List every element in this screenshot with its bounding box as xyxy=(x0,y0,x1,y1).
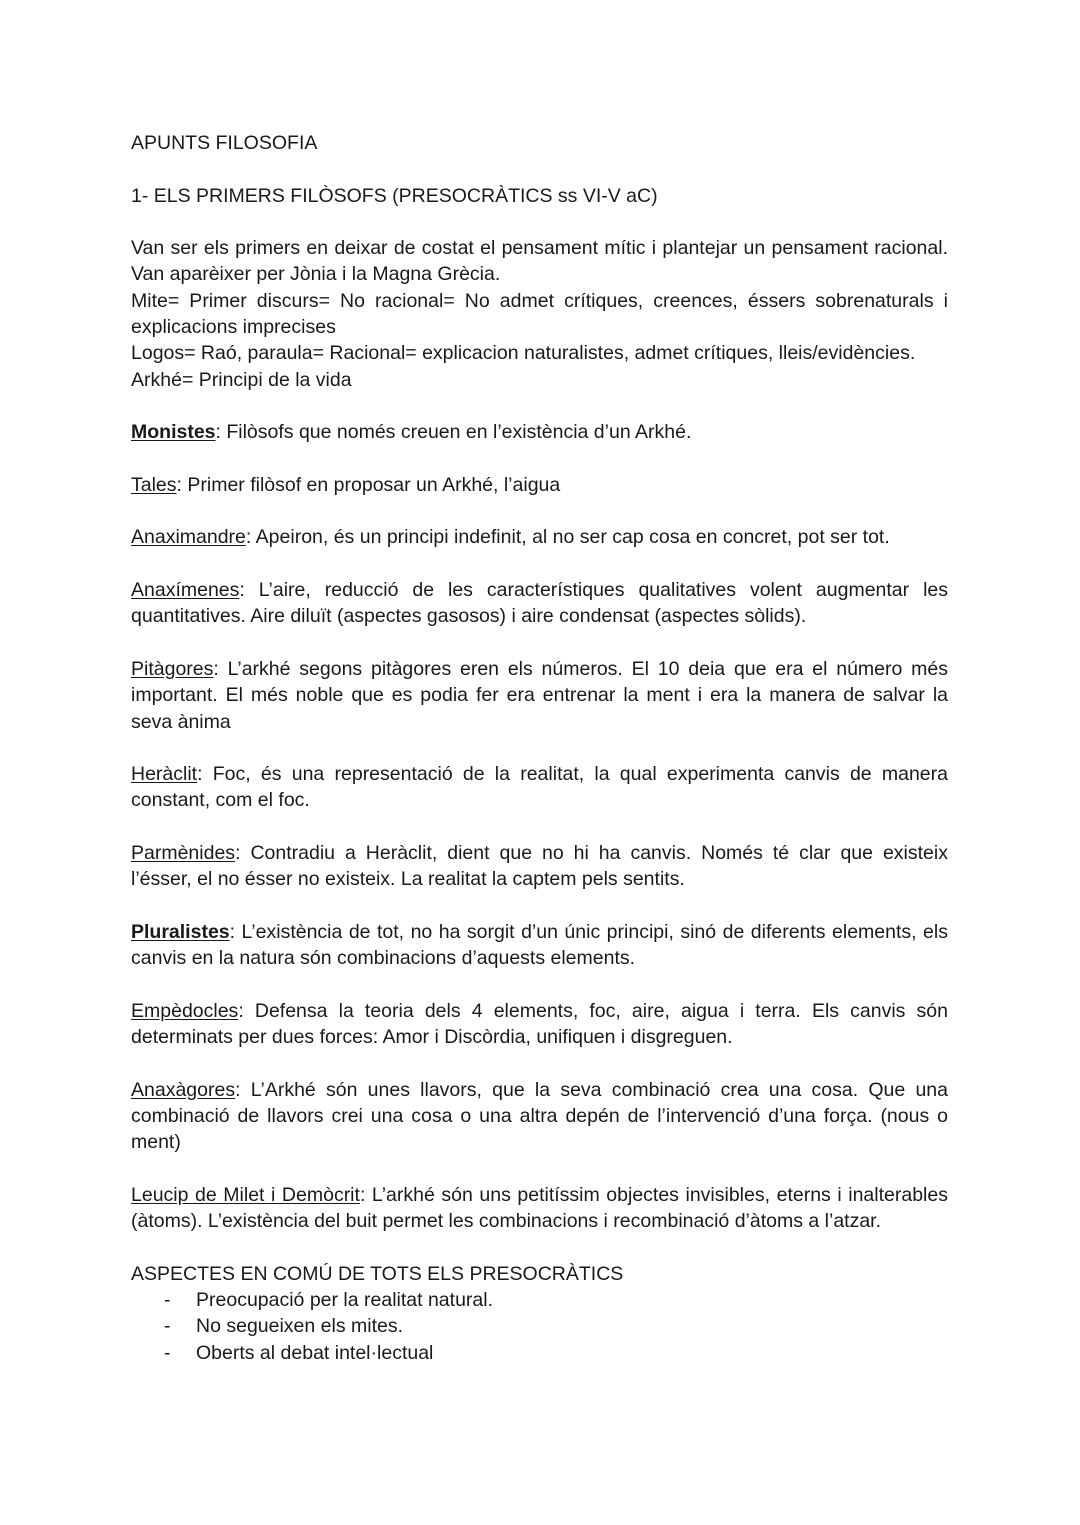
list-item xyxy=(131,1340,948,1366)
entry-term: Parmènides xyxy=(131,842,236,865)
spacer xyxy=(131,972,948,998)
entry-text: : L’Arkhé són unes llavors, que la seva combinació crea una cosa. Que una combinació de llavors crei una cosa o una altra depén de l’intervenció d’una força. (nous o ment) xyxy=(131,1078,948,1154)
spacer xyxy=(131,156,948,182)
list-item-text: Oberts al debat intel·lectual xyxy=(196,1341,434,1364)
entry-pitagores xyxy=(131,656,948,735)
entry-pluralistes xyxy=(131,919,948,972)
section-heading: 1- ELS PRIMERS FILÒSOFS (PRESOCRÀTICS ss VI-V aC) xyxy=(131,184,658,207)
entry-parmenides xyxy=(131,840,948,893)
entry-text: : L’aire, reducció de les característiques qualitatives volent augmentar les quantitatives. Aire diluït (aspectes gasosos) i aire condensat (aspectes sòlids). xyxy=(131,579,948,628)
bullet-dash: - xyxy=(164,1315,171,1338)
entry-text: : Apeiron, és un principi indefinit, al no ser cap cosa en concret, pot ser tot. xyxy=(245,526,890,549)
spacer xyxy=(131,498,948,524)
entry-text: : Defensa la teoria dels 4 elements, foc, aire, aigua i terra. Els canvis són determinats per dues forces: Amor i Discòrdia, unifiquen i disgreguen. xyxy=(131,999,948,1049)
entry-empedocles xyxy=(131,998,948,1051)
entry-text: : L’arkhé segons pitàgores eren els números. El 10 deia que era el número més important. El més noble que es podia fer era entrenar la ment i era la manera de salvar la seva ànima xyxy=(131,657,948,733)
entry-text: : Filòsofs que només creuen en l’existència d’un Arkhé. xyxy=(215,421,692,444)
document-page xyxy=(131,130,948,1366)
common-aspects-heading: ASPECTES EN COMÚ DE TOTS ELS PRESOCRÀTICS xyxy=(131,1262,624,1285)
entry-text: : L’arkhé són uns petitíssim objectes invisibles, eterns i inalterables (àtoms). L’existència del buit permet les combinacions i recombinació d’àtoms a l’atzar. xyxy=(131,1183,948,1233)
entry-term: Leucip de Milet i Demòcrit xyxy=(131,1183,360,1206)
spacer xyxy=(131,209,948,235)
entry-text: : Foc, és una representació de la realitat, la qual experimenta canvis de manera constant, com el foc. xyxy=(131,763,948,812)
spacer xyxy=(131,1234,948,1260)
spacer xyxy=(131,893,948,919)
entry-leucip-democrit xyxy=(131,1182,948,1235)
entry-anaximandre xyxy=(131,524,948,550)
entry-anaxagores xyxy=(131,1077,948,1156)
entry-text: : Primer filòsof en proposar un Arkhé, l’aigua xyxy=(176,473,561,496)
bullet-dash: - xyxy=(164,1341,171,1364)
entry-term: Monistes xyxy=(131,421,216,444)
entry-text: : Contradiu a Heràclit, dient que no hi ha canvis. Només té clar que existeix l’ésser, el no ésser no existeix. La realitat la captem pels sentits. xyxy=(131,842,948,891)
entry-term: Anaxàgores xyxy=(131,1078,236,1101)
spacer xyxy=(131,1156,948,1182)
spacer xyxy=(131,630,948,656)
entry-term: Anaxímenes xyxy=(131,579,240,602)
spacer xyxy=(131,814,948,840)
document-title: APUNTS FILOSOFIA xyxy=(131,132,318,154)
entry-term: Heràclit xyxy=(131,763,198,786)
entry-term: Anaximandre xyxy=(131,526,246,549)
definition-arkhe: Arkhé= Principi de la vida xyxy=(131,368,352,391)
bullet-dash: - xyxy=(164,1289,171,1312)
list-item xyxy=(131,1313,948,1339)
list-item xyxy=(131,1287,948,1313)
entry-heraclit xyxy=(131,761,948,814)
entry-monistes xyxy=(131,419,948,445)
spacer xyxy=(131,551,948,577)
list-item-text: No segueixen els mites. xyxy=(196,1315,404,1338)
entry-term: Pitàgores xyxy=(131,657,214,680)
entry-text: : L’existència de tot, no ha sorgit d’un únic principi, sinó de diferents elements, els canvis en la natura són combinacions d’aquests elements. xyxy=(131,920,948,970)
entry-anaximenes xyxy=(131,577,948,630)
spacer xyxy=(131,393,948,419)
entry-term: Tales xyxy=(131,473,177,496)
definition-logos: Logos= Raó, paraula= Racional= explicacion naturalistes, admet crítiques, lleis/evidències. xyxy=(131,342,916,365)
entry-term: Empèdocles xyxy=(131,999,239,1022)
intro-paragraph: Van ser els primers en deixar de costat el pensament mític i plantejar un pensament racional. Van aparèixer per Jònia i la Magna Grècia. xyxy=(131,237,948,286)
spacer xyxy=(131,735,948,761)
spacer xyxy=(131,446,948,472)
list-item-text: Preocupació per la realitat natural. xyxy=(196,1289,494,1312)
entry-term: Pluralistes xyxy=(131,920,230,943)
common-aspects-list xyxy=(131,1287,948,1366)
definition-mite: Mite= Primer discurs= No racional= No admet crítiques, creences, éssers sobrenaturals i explicacions imprecises xyxy=(131,289,948,339)
entry-tales xyxy=(131,472,948,498)
spacer xyxy=(131,1050,948,1076)
